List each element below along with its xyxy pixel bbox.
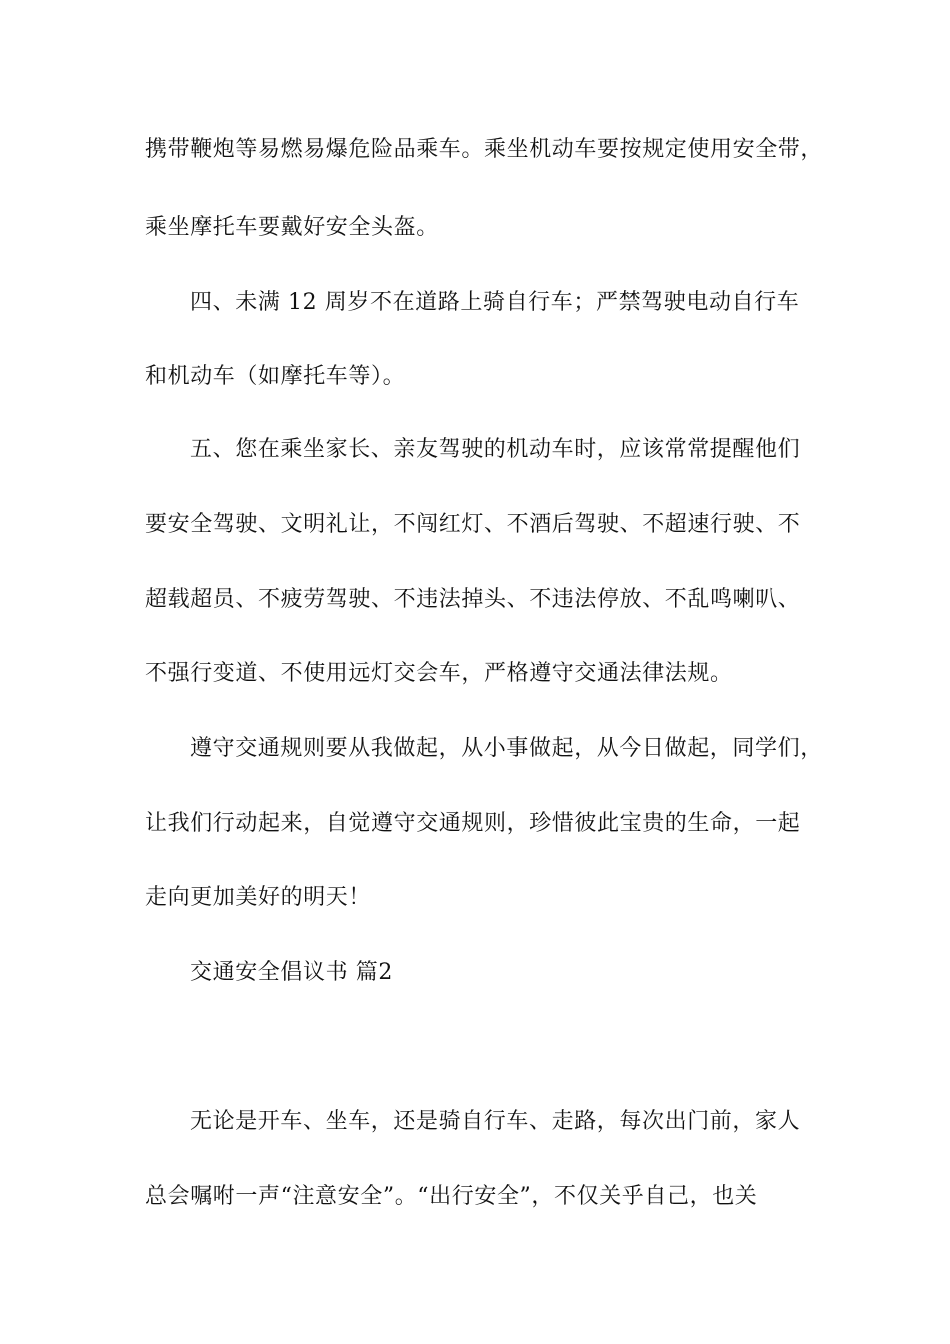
text-line: 要安全驾驶、文明礼让，不闯红灯、不酒后驾驶、不超速行驶、不 <box>145 512 801 537</box>
paragraph-four-line: 四、未满 12 周岁不在道路上骑自行车；严禁驾驶电动自行车 <box>190 290 800 315</box>
text-line: 和机动车（如摩托车等）。 <box>145 364 406 389</box>
text-line: 总会嘱咐一声“注意安全”。“出行安全”，不仅关乎自己，也关 <box>145 1184 758 1209</box>
text-line: 乘坐摩托车要戴好安全头盔。 <box>145 215 439 240</box>
text-line: 不强行变道、不使用远灯交会车，严格遵守交通法律法规。 <box>145 661 733 686</box>
paragraph-five-line: 五、您在乘坐家长、亲友驾驶的机动车时，应该常常提醒他们 <box>190 437 801 462</box>
text-line: 超载超员、不疲劳驾驶、不违法掉头、不违法停放、不乱鸣喇叭、 <box>145 587 801 612</box>
text-line: 走向更加美好的明天！ <box>145 885 372 910</box>
text-line: 让我们行动起来，自觉遵守交通规则，珍惜彼此宝贵的生命，一起 <box>145 811 801 836</box>
section-two-paragraph-line: 无论是开车、坐车，还是骑自行车、走路，每次出门前，家人 <box>190 1109 801 1134</box>
section-heading: 交通安全倡议书 篇2 <box>190 960 393 985</box>
closing-paragraph-line: 遵守交通规则要从我做起，从小事做起，从今日做起，同学们， <box>190 736 823 761</box>
text-line: 携带鞭炮等易燃易爆危险品乘车。乘坐机动车要按规定使用安全带， <box>145 137 824 162</box>
